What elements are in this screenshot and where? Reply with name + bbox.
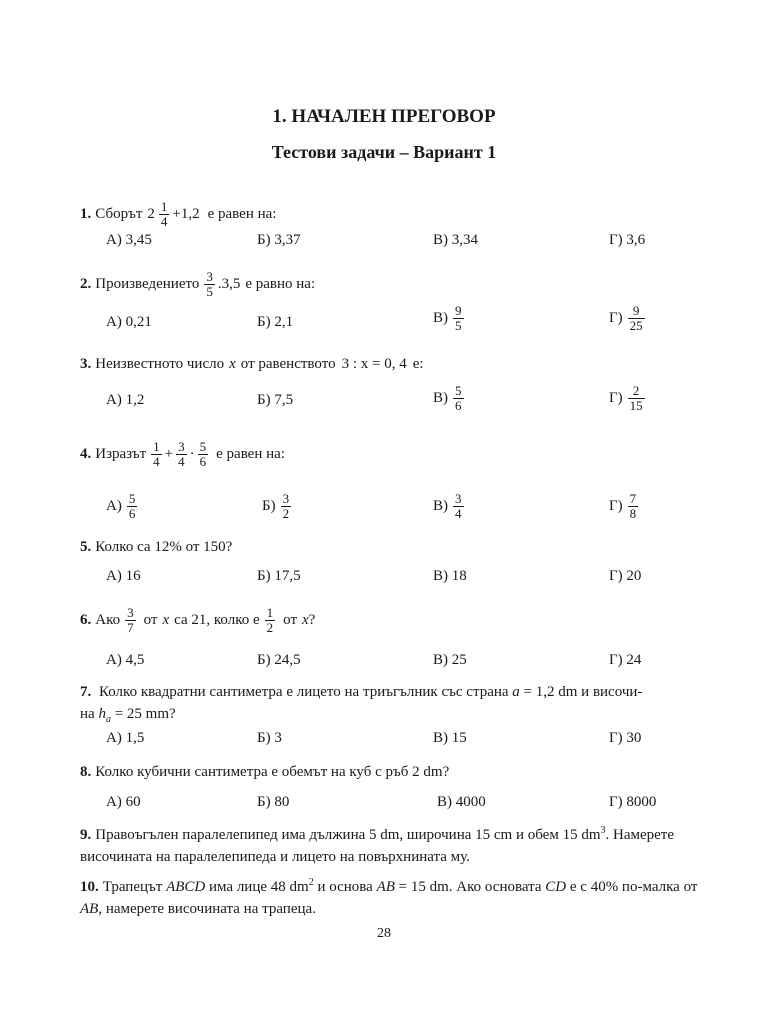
option-label: А) xyxy=(106,314,122,330)
numerator: 5 xyxy=(128,491,136,506)
operator: + xyxy=(164,446,174,462)
option-a[interactable] xyxy=(106,492,140,521)
option-label: Г) xyxy=(609,390,623,406)
fraction xyxy=(628,492,639,521)
option-a[interactable] xyxy=(106,232,152,249)
option-label: Б) xyxy=(257,232,271,248)
variable: x xyxy=(302,612,309,628)
option-label: А) xyxy=(106,568,122,584)
question-number: 9. xyxy=(80,827,92,843)
variable: x xyxy=(229,356,236,372)
option-value: 24 xyxy=(626,652,642,668)
option-label: Г) xyxy=(609,498,623,514)
option-a[interactable] xyxy=(106,392,144,409)
option-label: В) xyxy=(433,730,448,746)
numerator: 9 xyxy=(632,303,640,318)
question-text: = 15 dm. Ако основата xyxy=(398,879,542,895)
option-c[interactable] xyxy=(433,384,467,413)
option-label: В) xyxy=(433,232,448,248)
denominator: 4 xyxy=(160,214,168,229)
denominator: 6 xyxy=(199,454,207,469)
option-a[interactable] xyxy=(106,730,144,747)
option-d[interactable] xyxy=(609,794,656,811)
option-value: 3,37 xyxy=(274,232,301,248)
option-value: 0,21 xyxy=(125,314,152,330)
question-2 xyxy=(80,270,315,299)
option-c[interactable] xyxy=(437,794,486,811)
question-text: Произведението xyxy=(95,276,200,292)
question-5 xyxy=(80,539,232,556)
question-6 xyxy=(80,606,315,635)
option-label: В) xyxy=(433,568,448,584)
question-number: 4. xyxy=(80,446,92,462)
option-label: Б) xyxy=(257,314,271,330)
option-b[interactable] xyxy=(257,730,282,747)
fraction xyxy=(159,200,170,229)
option-c[interactable] xyxy=(433,652,467,669)
option-d[interactable] xyxy=(609,730,641,747)
question-4 xyxy=(80,440,285,469)
question-text: Сборът xyxy=(95,206,143,222)
option-c[interactable] xyxy=(433,232,478,249)
option-c[interactable] xyxy=(433,730,467,747)
option-b[interactable] xyxy=(257,314,293,331)
question-text-mid: от xyxy=(283,612,297,628)
option-b[interactable] xyxy=(262,492,294,521)
superscript: 3 xyxy=(600,825,606,836)
question-text-end: ? xyxy=(308,612,316,628)
question-text: Колко кубични сантиметра е обемът на куб с ръб 2 dm? xyxy=(95,764,450,780)
option-label: В) xyxy=(437,794,452,810)
denominator: 25 xyxy=(629,318,643,333)
mixed-number xyxy=(147,200,199,229)
numerator: 1 xyxy=(266,605,274,620)
question-text: Трапецът xyxy=(102,879,163,895)
fraction xyxy=(204,270,215,299)
expression-rest: +1,2 xyxy=(172,206,200,222)
fraction xyxy=(628,384,645,413)
option-value: 1,5 xyxy=(125,730,145,746)
fraction xyxy=(453,492,464,521)
option-label: Г) xyxy=(609,232,623,248)
option-label: В) xyxy=(433,652,448,668)
fraction xyxy=(127,492,138,521)
numerator: 3 xyxy=(127,605,134,620)
denominator: 2 xyxy=(266,620,274,635)
option-value: 30 xyxy=(626,730,642,746)
operator: · xyxy=(189,446,195,462)
denominator: 7 xyxy=(127,620,134,635)
fraction xyxy=(265,606,276,635)
numerator: 3 xyxy=(455,491,462,506)
numerator: 1 xyxy=(153,439,160,454)
numerator: 1 xyxy=(160,199,168,214)
question-text-mid: от xyxy=(143,612,158,628)
question-number: 2. xyxy=(80,276,92,292)
option-value: 16 xyxy=(125,568,141,584)
page-subtitle: Тестови задачи – Вариант 1 xyxy=(271,142,497,162)
fraction xyxy=(151,440,162,469)
numerator: 9 xyxy=(455,303,462,318)
option-label: Б) xyxy=(262,498,276,514)
option-value: 3,45 xyxy=(125,232,152,248)
option-c[interactable] xyxy=(433,568,467,585)
denominator: 5 xyxy=(206,284,213,299)
option-value: 3 xyxy=(274,730,282,746)
question-text-end: е равно на: xyxy=(245,276,316,292)
option-value: 80 xyxy=(274,794,290,810)
denominator: 6 xyxy=(128,506,136,521)
question-text: Ако xyxy=(95,612,121,628)
option-a[interactable] xyxy=(106,314,152,331)
variable: CD xyxy=(545,879,567,895)
option-d[interactable] xyxy=(609,232,645,249)
option-label: В) xyxy=(433,498,448,514)
option-value: 8000 xyxy=(626,794,657,810)
numerator: 7 xyxy=(629,491,637,506)
question-number: 6. xyxy=(80,612,92,628)
option-b[interactable] xyxy=(257,232,301,249)
fraction xyxy=(453,304,464,333)
equation: 3 : x = 0, 4 xyxy=(341,356,407,372)
question-number: 7. xyxy=(80,684,92,700)
question-text: Изразът xyxy=(95,446,147,462)
option-label: А) xyxy=(106,794,122,810)
question-7 xyxy=(80,681,700,725)
question-text-end: е равен на: xyxy=(216,446,285,462)
question-10 xyxy=(80,876,700,920)
question-text-end: е: xyxy=(412,356,424,372)
option-d[interactable] xyxy=(609,304,648,333)
question-text: и основа xyxy=(317,879,373,895)
question-number: 8. xyxy=(80,764,92,780)
fraction xyxy=(125,606,136,635)
numerator: 3 xyxy=(206,269,213,284)
subscript: a xyxy=(105,714,111,725)
option-label: А) xyxy=(106,498,122,514)
question-text-mid: от равенството xyxy=(240,356,336,372)
question-text: . Намерете височината на паралелепипеда и лицето на повърхнината му. xyxy=(80,827,674,865)
option-label: Г) xyxy=(609,310,623,326)
question-text: , намерете височината на трапеца. xyxy=(98,901,316,917)
expression-rest: .3,5 xyxy=(217,276,241,292)
variable: ABCD xyxy=(166,879,206,895)
option-label: В) xyxy=(433,390,448,406)
denominator: 15 xyxy=(629,398,643,413)
variable: h xyxy=(98,706,106,722)
page-title: 1. НАЧАЛЕН ПРЕГОВОР xyxy=(272,106,496,127)
question-number: 3. xyxy=(80,356,92,372)
option-value: 4,5 xyxy=(125,652,145,668)
variable: x xyxy=(162,612,170,628)
question-text: на xyxy=(80,706,95,722)
question-number: 1. xyxy=(80,206,92,222)
question-text-mid: са 21, колко е xyxy=(174,612,260,628)
option-label: Б) xyxy=(257,652,271,668)
question-text: Правоъгълен паралелепипед има дължина 5 dm, широчина 15 cm и обем 15 dm xyxy=(95,827,601,843)
question-3 xyxy=(80,356,424,373)
fraction xyxy=(628,304,645,333)
question-8 xyxy=(80,764,449,781)
option-d[interactable] xyxy=(609,652,641,669)
option-value: 18 xyxy=(451,568,467,584)
option-d[interactable] xyxy=(609,492,641,521)
superscript: 2 xyxy=(308,877,314,888)
variable: AB xyxy=(80,901,99,917)
option-d[interactable] xyxy=(609,568,641,585)
question-9 xyxy=(80,824,700,868)
question-1 xyxy=(80,200,276,229)
numerator: 2 xyxy=(632,383,640,398)
question-text: Колко квадратни сантиметра е лицето на триъгълник със страна xyxy=(99,684,509,700)
option-label: Г) xyxy=(609,568,623,584)
question-text: има лице 48 dm xyxy=(209,879,309,895)
option-a[interactable] xyxy=(106,794,141,811)
fraction xyxy=(176,440,187,469)
option-label: А) xyxy=(106,730,122,746)
question-text-end: е равен на: xyxy=(207,206,277,222)
fraction xyxy=(453,384,464,413)
option-value: 17,5 xyxy=(274,568,301,584)
option-b[interactable] xyxy=(257,568,301,585)
question-number: 10. xyxy=(80,879,99,895)
page-number: 28 xyxy=(377,926,391,941)
option-d[interactable] xyxy=(609,384,648,413)
option-b[interactable] xyxy=(257,794,289,811)
option-value: 60 xyxy=(125,794,141,810)
question-text: = 25 mm? xyxy=(114,706,176,722)
option-label: В) xyxy=(433,310,448,326)
option-label: Г) xyxy=(609,730,623,746)
question-text: = 1,2 dm и височи- xyxy=(523,684,643,700)
numerator: 3 xyxy=(178,439,185,454)
question-text: Неизвестното число xyxy=(95,356,225,372)
option-value: 2,1 xyxy=(274,314,294,330)
option-value: 3,6 xyxy=(626,232,646,248)
option-label: Г) xyxy=(609,794,623,810)
denominator: 5 xyxy=(455,318,462,333)
variable: AB xyxy=(376,879,395,895)
variable: a xyxy=(512,684,520,700)
option-label: Г) xyxy=(609,652,623,668)
option-c[interactable] xyxy=(433,304,467,333)
whole-part: 2 xyxy=(147,206,155,222)
option-value: 4000 xyxy=(455,794,486,810)
option-value: 1,2 xyxy=(125,392,145,408)
option-label: А) xyxy=(106,652,122,668)
option-a[interactable] xyxy=(106,568,141,585)
question-number: 5. xyxy=(80,539,92,555)
option-a[interactable] xyxy=(106,652,144,669)
option-value: 15 xyxy=(451,730,467,746)
numerator: 5 xyxy=(199,439,207,454)
option-label: А) xyxy=(106,392,122,408)
option-c[interactable] xyxy=(433,492,467,521)
numerator: 5 xyxy=(455,383,462,398)
option-value: 7,5 xyxy=(274,392,294,408)
option-value: 20 xyxy=(626,568,642,584)
option-value: 24,5 xyxy=(274,652,301,668)
option-label: Б) xyxy=(257,568,271,584)
numerator: 3 xyxy=(282,491,290,506)
option-label: Б) xyxy=(257,392,271,408)
denominator: 6 xyxy=(455,398,462,413)
option-b[interactable] xyxy=(257,392,293,409)
question-text: Колко са 12% от 150? xyxy=(95,539,233,555)
option-label: А) xyxy=(106,232,122,248)
denominator: 4 xyxy=(455,506,462,521)
denominator: 8 xyxy=(629,506,637,521)
fraction xyxy=(198,440,209,469)
fraction xyxy=(281,492,292,521)
option-b[interactable] xyxy=(257,652,301,669)
option-value: 3,34 xyxy=(451,232,478,248)
question-text: е с 40% по-малка от xyxy=(569,879,698,895)
denominator: 2 xyxy=(282,506,290,521)
denominator: 4 xyxy=(178,454,185,469)
denominator: 4 xyxy=(153,454,160,469)
option-label: Б) xyxy=(257,794,271,810)
option-value: 25 xyxy=(451,652,467,668)
option-label: Б) xyxy=(257,730,271,746)
